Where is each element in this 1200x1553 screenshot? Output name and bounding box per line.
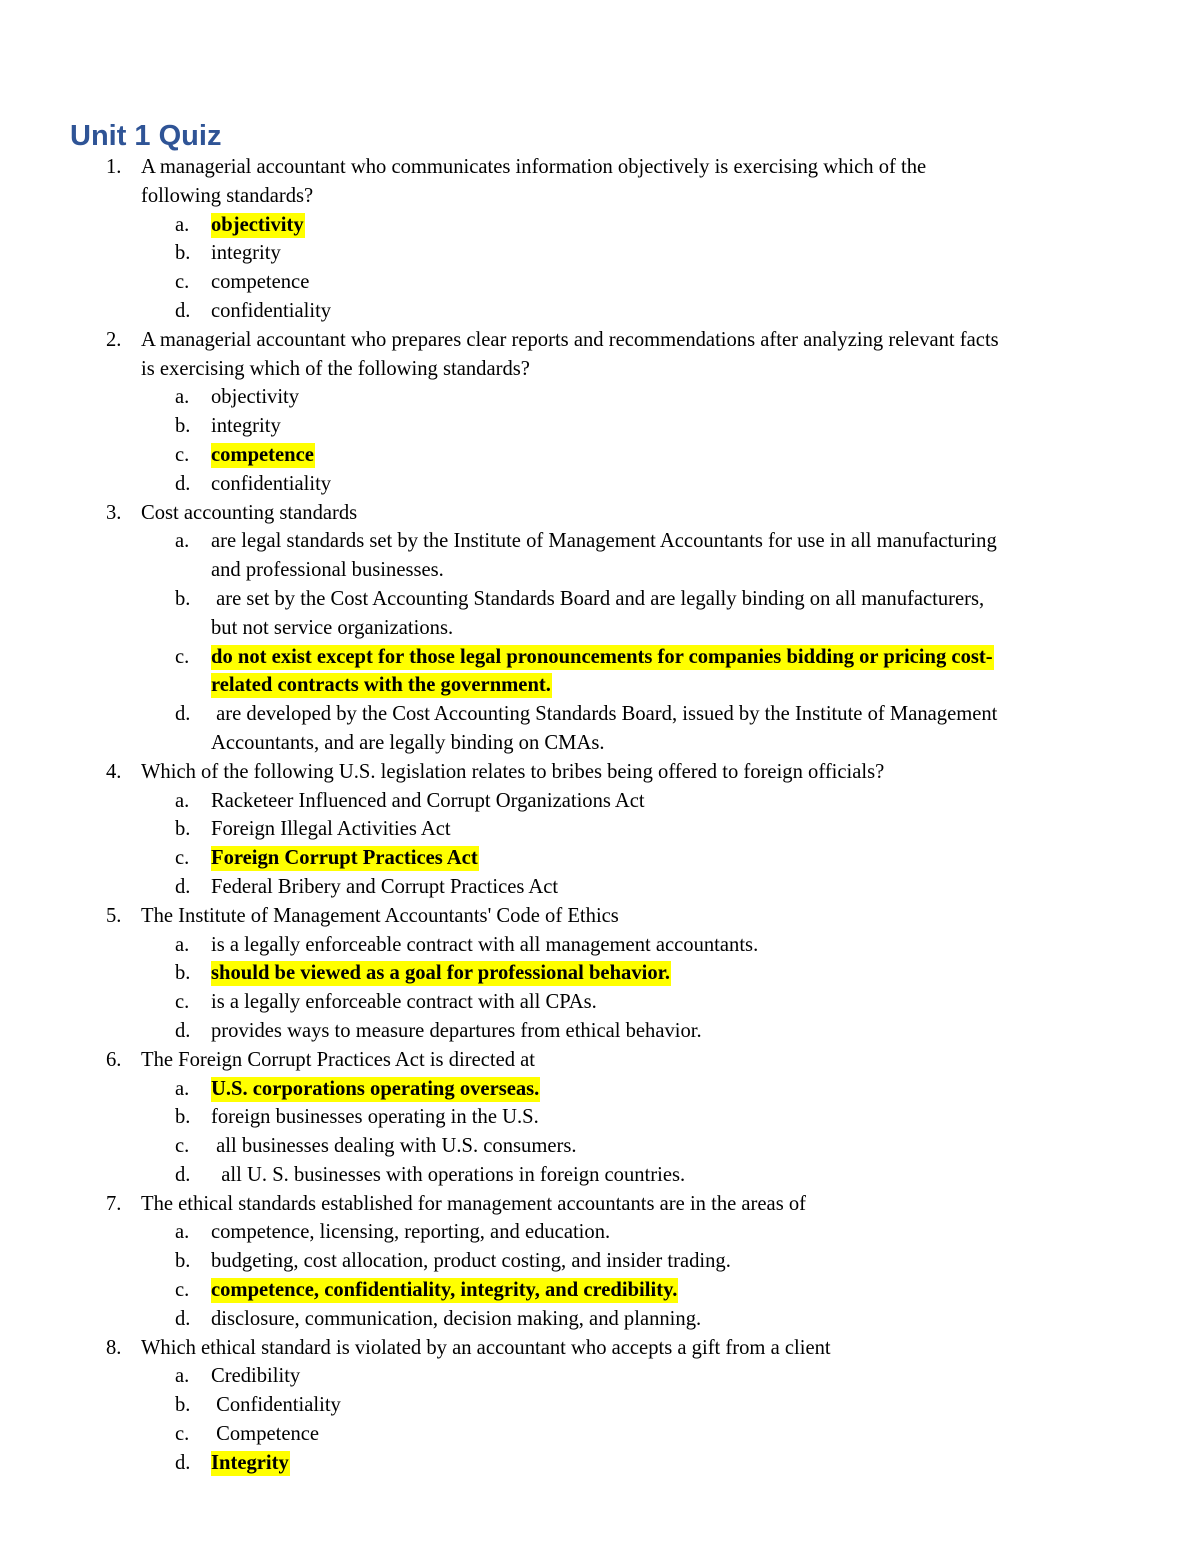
answer-choice [0, 700, 1200, 729]
highlighted-answer-text: U.S. corporations operating overseas. [211, 1077, 540, 1100]
choice-text: are set by the Cost Accounting Standards Board and are legally binding on all manufacturers, [211, 587, 985, 610]
choice-text: but not service organizations. [211, 616, 454, 639]
choice-letter: d. [175, 1163, 191, 1186]
highlighted-answer-text: competence [211, 443, 314, 466]
answer-choice [0, 1017, 1200, 1046]
highlighted-answer-text: Foreign Corrupt Practices Act [211, 847, 478, 870]
choice-text: competence, licensing, reporting, and education. [211, 1221, 611, 1244]
answer-choice [0, 556, 1200, 585]
answer-choice [0, 470, 1200, 499]
choice-text: integrity [211, 242, 281, 265]
answer-choice [0, 729, 1200, 758]
question-1-line [0, 182, 1200, 211]
choice-text: foreign businesses operating in the U.S. [211, 1106, 539, 1129]
choice-letter: d. [175, 1307, 191, 1330]
choice-letter: a. [175, 386, 190, 409]
choice-text: confidentiality [211, 472, 332, 495]
highlighted-answer-text: should be viewed as a goal for professional behavior. [211, 962, 671, 985]
highlighted-answer-text: related contracts with the government. [211, 674, 551, 697]
choice-text: objectivity [211, 386, 300, 409]
question-text: Which of the following U.S. legislation relates to bribes being offered to foreign officials? [141, 760, 885, 783]
choice-letter: d. [175, 703, 191, 726]
question-4-line [0, 758, 1200, 787]
correct-answer-choice [0, 1075, 1200, 1104]
choice-text: Racketeer Influenced and Corrupt Organizations Act [211, 789, 645, 812]
choice-letter: b. [175, 1106, 191, 1129]
correct-answer-choice [0, 1449, 1200, 1478]
choice-letter: c. [175, 1135, 190, 1158]
answer-choice [0, 1305, 1200, 1334]
question-number: 1. [106, 156, 122, 178]
question-3-line [0, 499, 1200, 528]
answer-choice [0, 527, 1200, 556]
choice-text: all U. S. businesses with operations in foreign countries. [211, 1163, 686, 1186]
choice-letter: b. [175, 587, 191, 610]
choice-text: and professional businesses. [211, 559, 444, 582]
choice-letter: c. [175, 847, 190, 870]
highlighted-answer-text: objectivity [211, 213, 304, 236]
choice-text: Foreign Illegal Activities Act [211, 818, 451, 841]
answer-choice [0, 614, 1200, 643]
answer-choice [0, 1132, 1200, 1161]
choice-letter: c. [175, 991, 190, 1014]
question-text: A managerial accountant who communicates information objectively is exercising which of the [141, 156, 927, 178]
choice-letter: d. [175, 472, 191, 495]
quiz-list [0, 153, 1200, 1478]
highlighted-answer-text: Integrity [211, 1451, 289, 1474]
question-text: The Institute of Management Accountants' Code of Ethics [141, 904, 619, 927]
choice-letter: c. [175, 645, 190, 668]
question-6-line [0, 1046, 1200, 1075]
question-1-line [0, 153, 1200, 182]
choice-letter: a. [175, 1221, 190, 1244]
answer-choice [0, 1103, 1200, 1132]
choice-text: Accountants, and are legally binding on CMAs. [211, 731, 605, 754]
answer-choice [0, 585, 1200, 614]
choice-text: budgeting, cost allocation, product costing, and insider trading. [211, 1250, 731, 1273]
answer-choice [0, 931, 1200, 960]
answer-choice [0, 1161, 1200, 1190]
choice-text: confidentiality [211, 299, 332, 322]
question-number: 7. [106, 1192, 122, 1215]
correct-answer-choice [0, 1276, 1200, 1305]
question-number: 4. [106, 760, 122, 783]
answer-choice [0, 815, 1200, 844]
correct-answer-choice [0, 671, 1200, 700]
answer-choice [0, 988, 1200, 1017]
choice-letter: b. [175, 1394, 191, 1417]
correct-answer-choice [0, 844, 1200, 873]
choice-letter: c. [175, 1279, 190, 1302]
choice-letter: a. [175, 530, 190, 553]
page-title: Unit 1 Quiz [70, 120, 222, 152]
choice-letter: a. [175, 1365, 190, 1388]
highlighted-answer-text: competence, confidentiality, integrity, and credibility. [211, 1279, 678, 1302]
choice-letter: a. [175, 1077, 190, 1100]
question-number: 2. [106, 328, 122, 351]
question-5-line [0, 902, 1200, 931]
choice-text: provides ways to measure departures from ethical behavior. [211, 1019, 702, 1042]
question-7-line [0, 1190, 1200, 1219]
choice-letter: b. [175, 818, 191, 841]
question-2-line [0, 355, 1200, 384]
choice-letter: c. [175, 271, 190, 294]
answer-choice [0, 239, 1200, 268]
question-text: Which ethical standard is violated by an accountant who accepts a gift from a client [141, 1336, 831, 1359]
answer-choice [0, 268, 1200, 297]
question-number: 3. [106, 501, 122, 524]
question-number: 5. [106, 904, 122, 927]
choice-letter: b. [175, 962, 191, 985]
choice-text: Competence [211, 1423, 320, 1446]
question-number: 6. [106, 1048, 122, 1071]
choice-text: Credibility [211, 1365, 301, 1388]
answer-choice [0, 1362, 1200, 1391]
answer-choice [0, 873, 1200, 902]
question-text: is exercising which of the following standards? [141, 357, 530, 380]
choice-text: are legal standards set by the Institute of Management Accountants for use in all manufacturing [211, 530, 997, 553]
answer-choice [0, 383, 1200, 412]
choice-letter: d. [175, 1019, 191, 1042]
correct-answer-choice [0, 441, 1200, 470]
question-text: following standards? [141, 184, 314, 207]
question-text: The Foreign Corrupt Practices Act is directed at [141, 1048, 536, 1071]
choice-letter: b. [175, 1250, 191, 1273]
question-text: The ethical standards established for management accountants are in the areas of [141, 1192, 807, 1215]
choice-letter: b. [175, 415, 191, 438]
question-text: Cost accounting standards [141, 501, 358, 524]
choice-letter: c. [175, 443, 190, 466]
choice-letter: d. [175, 1451, 191, 1474]
answer-choice [0, 297, 1200, 326]
choice-letter: c. [175, 1423, 190, 1446]
question-number: 8. [106, 1336, 122, 1359]
correct-answer-choice [0, 211, 1200, 240]
choice-text: all businesses dealing with U.S. consumers. [211, 1135, 577, 1158]
choice-letter: b. [175, 242, 191, 265]
choice-text: integrity [211, 415, 281, 438]
answer-choice [0, 1218, 1200, 1247]
answer-choice [0, 1391, 1200, 1420]
choice-text: is a legally enforceable contract with all management accountants. [211, 933, 759, 956]
choice-letter: a. [175, 933, 190, 956]
answer-choice [0, 1420, 1200, 1449]
choice-text: is a legally enforceable contract with all CPAs. [211, 991, 597, 1014]
highlighted-answer-text: do not exist except for those legal pronouncements for companies bidding or pricing cost- [211, 645, 993, 668]
choice-letter: a. [175, 789, 190, 812]
question-8-line [0, 1334, 1200, 1363]
question-text: A managerial accountant who prepares clear reports and recommendations after analyzing relevant facts [141, 328, 999, 351]
answer-choice [0, 787, 1200, 816]
choice-text: competence [211, 271, 310, 294]
choice-letter: d. [175, 299, 191, 322]
answer-choice [0, 1247, 1200, 1276]
choice-text: Federal Bribery and Corrupt Practices Act [211, 875, 559, 898]
question-2-line [0, 326, 1200, 355]
choice-text: Confidentiality [211, 1394, 341, 1417]
choice-letter: a. [175, 213, 190, 236]
choice-text: are developed by the Cost Accounting Standards Board, issued by the Institute of Management [211, 703, 998, 726]
correct-answer-choice [0, 959, 1200, 988]
choice-letter: d. [175, 875, 191, 898]
correct-answer-choice [0, 643, 1200, 672]
choice-text: disclosure, communication, decision making, and planning. [211, 1307, 702, 1330]
answer-choice [0, 412, 1200, 441]
